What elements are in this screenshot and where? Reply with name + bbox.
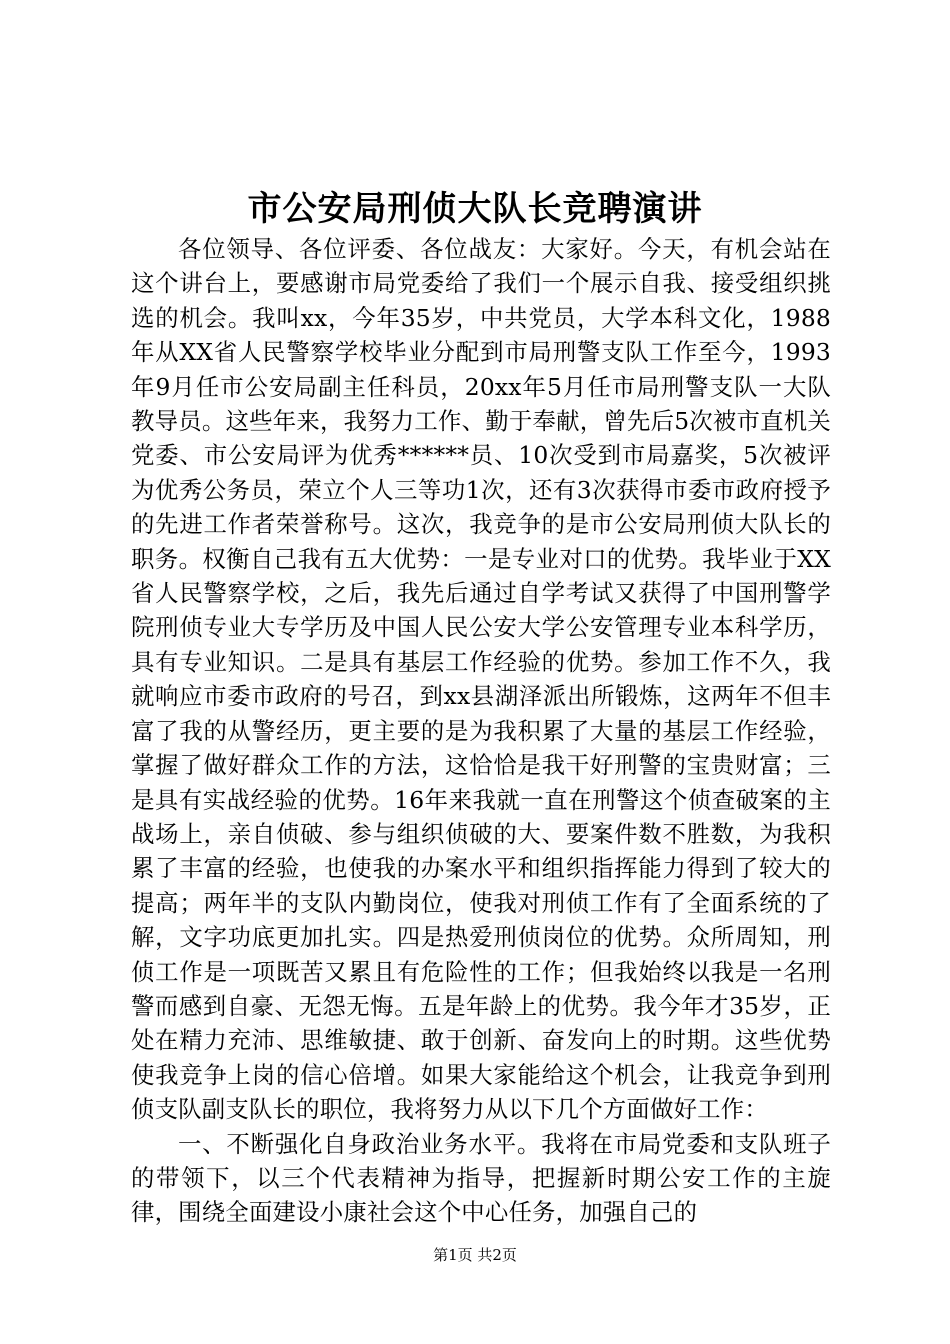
document-body [131, 232, 831, 1230]
document-title: 市公安局刑侦大队长竞聘演讲 [247, 189, 703, 229]
body-paragraph-1: 各位领导、各位评委、各位战友：大家好。今天，有机会站在这个讲台上，要感谢市局党委给了我们一个展示自我、接受组织挑选的机会。我叫xx，今年35岁，中共党员，大学本科文化，1988年从XX省人民警察学校毕业分配到市局刑警支队工作至今，1993年9月任市公安局副主任科员，20xx年5月任市局刑警支队一大队教导员。这些年来，我努力工作、勤于奉献，曾先后5次被市直机关党委、市公安局评为优秀******员、10次受到市局嘉奖，5次被评为优秀公务员，荣立个人三等功1次，还有3次获得市委市政府授予的先进工作者荣誉称号。这次，我竞争的是市公安局刑侦大队长的职务。权衡自己我有五大优势：一是专业对口的优势。我毕业于XX省人民警察学校，之后，我先后通过自学考试又获得了中国刑警学院刑侦专业大专学历及中国人民公安大学公安管理专业本科学历，具有专业知识。二是具有基层工作经验的优势。参加工作不久，我就响应市委市政府的号召，到xx县湖泽派出所锻炼，这两年不但丰富了我的从警经历，更主要的是为我积累了大量的基层工作经验，掌握了做好群众工作的方法，这恰恰是我干好刑警的宝贵财富；三是具有实战经验的优势。16年来我就一直在刑警这个侦查破案的主战场上，亲自侦破、参与组织侦破的大、要案件数不胜数，为我积累了丰富的经验，也使我的办案水平和组织指挥能力得到了较大的提高；两年半的支队内勤岗位，使我对刑侦工作有了全面系统的了解，文字功底更加扎实。四是热爱刑侦岗位的优势。众所周知，刑侦工作是一项既苦又累且有危险性的工作；但我始终以我是一名刑警而感到自豪、无怨无悔。五是年龄上的优势。我今年才35岁，正处在精力充沛、思维敏捷、敢于创新、奋发向上的时期。这些优势使我竞争上岗的信心倍增。如果大家能给这个机会，让我竞争到刑侦支队副支队长的职位，我将努力从以下几个方面做好工作： [131, 235, 831, 1124]
page-footer: 第1页 共2页 [433, 1246, 517, 1264]
body-paragraph-2: 一、不断强化自身政治业务水平。我将在市局党委和支队班子的带领下，以三个代表精神为指导，把握新时期公安工作的主旋律，围绕全面建设小康社会这个中心任务，加强自己的 [131, 1129, 831, 1227]
